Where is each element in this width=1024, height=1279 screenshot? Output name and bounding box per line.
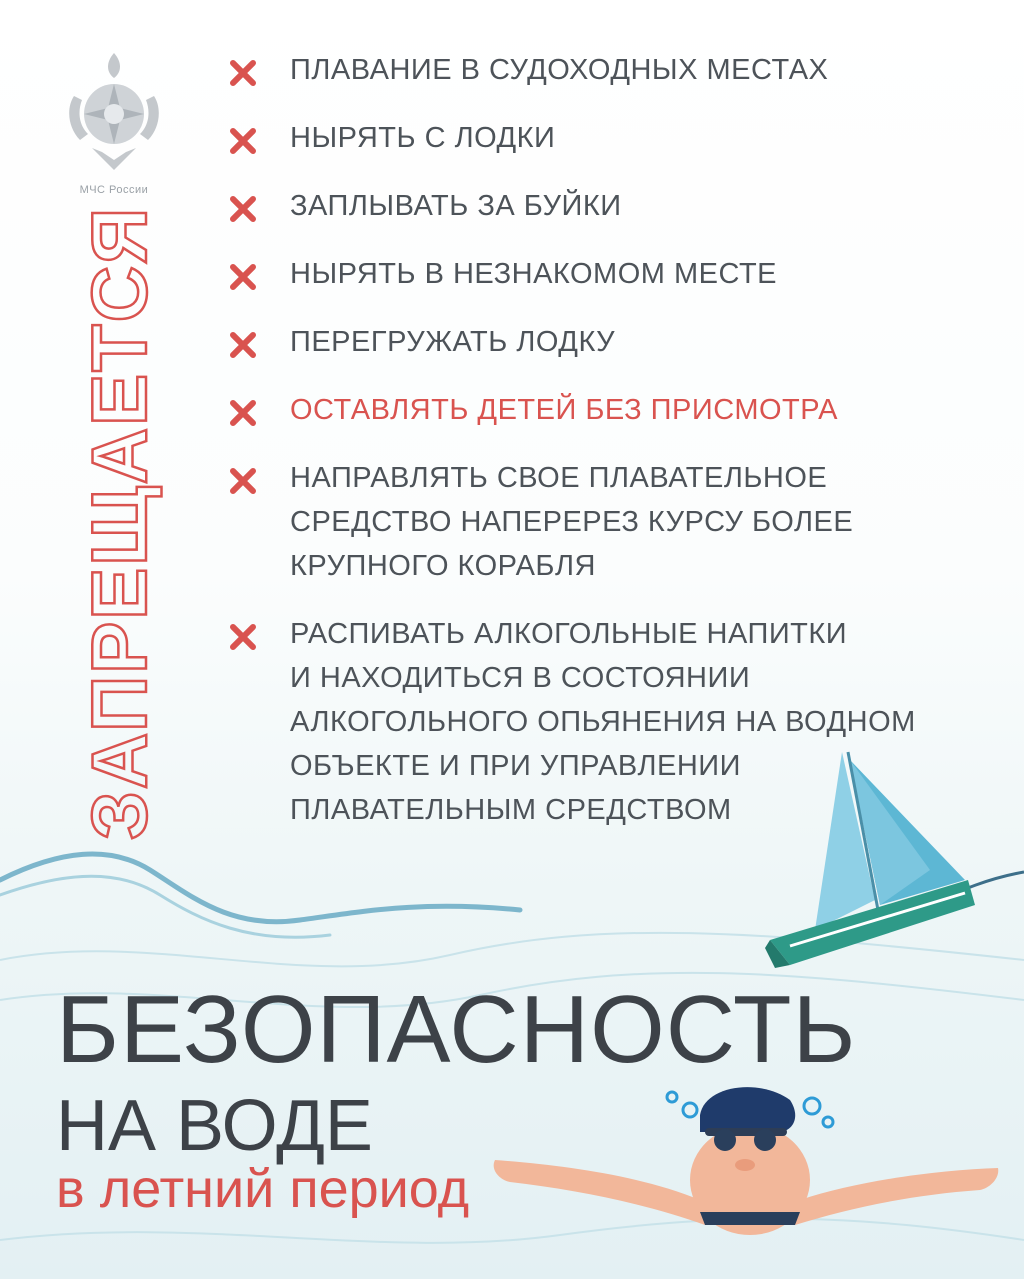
red-cross-icon [228, 622, 258, 652]
rule-item [228, 184, 988, 228]
title-main: БЕЗОПАСНОСТЬ [56, 976, 857, 1083]
rule-text: НЫРЯТЬ В НЕЗНАКОМОМ МЕСТЕ [290, 258, 778, 290]
rules-list [228, 48, 988, 832]
mchs-emblem [62, 48, 166, 198]
rule-item [228, 116, 988, 160]
title-period: в летний период [56, 1159, 470, 1219]
swimmer [494, 1087, 999, 1235]
rule-text: ПЛАВАНИЕ В СУДОХОДНЫХ МЕСТАХ [290, 54, 829, 86]
bubbles [667, 1092, 833, 1127]
forbidden-heading: ЗАПРЕЩАЕТСЯ [75, 205, 163, 840]
rule-text: НАПРАВЛЯТЬ СВОЕ ПЛАВАТЕЛЬНОЕ СРЕДСТВО НАПЕРЕРЕЗ КУРСУ БОЛЕЕ КРУПНОГО КОРАБЛЯ [290, 462, 854, 582]
red-cross-icon [228, 466, 258, 496]
rule-item [228, 612, 988, 832]
red-cross-icon [228, 194, 258, 224]
rule-text: ЗАПЛЫВАТЬ ЗА БУЙКИ [290, 190, 622, 222]
mchs-emblem-icon [62, 48, 166, 178]
rule-item [228, 48, 988, 92]
red-cross-icon [228, 58, 258, 88]
rule-item [228, 388, 988, 432]
rule-item [228, 456, 988, 588]
wave-accent [0, 854, 520, 922]
rule-text: ПЕРЕГРУЖАТЬ ЛОДКУ [290, 326, 616, 358]
red-cross-icon [228, 330, 258, 360]
rule-text: РАСПИВАТЬ АЛКОГОЛЬНЫЕ НАПИТКИ И НАХОДИТЬСЯ В СОСТОЯНИИ АЛКОГОЛЬНОГО ОПЬЯНЕНИЯ НА ВОДНОМ ОБЪЕКТЕ И ПРИ УПРАВЛЕНИИ ПЛАВАТЕЛЬНЫМ СРЕДСТВОМ [290, 618, 916, 826]
red-cross-icon [228, 126, 258, 156]
rule-item [228, 320, 988, 364]
emblem-caption: МЧС России [79, 184, 149, 196]
rule-text: НЫРЯТЬ С ЛОДКИ [290, 122, 556, 154]
red-cross-icon [228, 398, 258, 428]
rule-text: ОСТАВЛЯТЬ ДЕТЕЙ БЕЗ ПРИСМОТРА [290, 394, 838, 426]
rule-item [228, 252, 988, 296]
title-sub: НА ВОДЕ [56, 1086, 373, 1166]
red-cross-icon [228, 262, 258, 292]
